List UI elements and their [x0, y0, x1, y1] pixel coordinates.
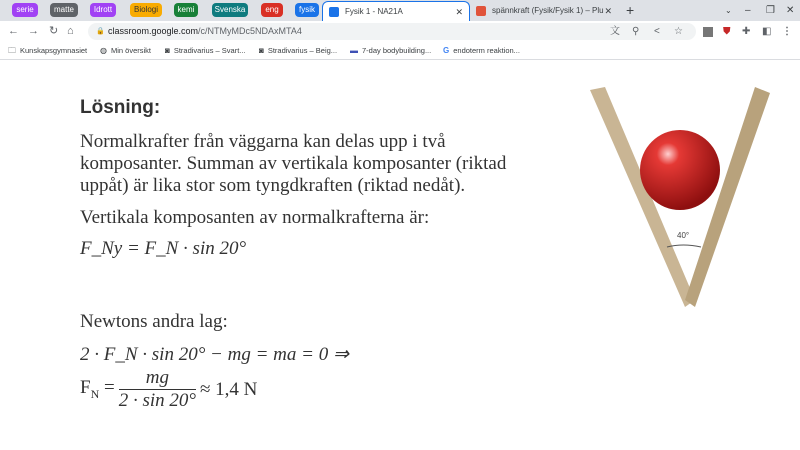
site-icon: ◙: [165, 46, 170, 55]
vertical-text: Vertikala komposanten av normalkrafterna är:: [80, 207, 430, 228]
tab-group-eng[interactable]: eng: [261, 3, 283, 17]
tab-fysik-1[interactable]: [322, 1, 470, 21]
tab-title: Fysik 1 - NA21A: [345, 7, 403, 16]
tab-group-serie[interactable]: serie: [12, 3, 38, 17]
paragraph-line: komposanter. Summan av vertikala komposanter (riktad: [80, 153, 507, 174]
bookmark-item[interactable]: ◙ Stradivarius – Svart...: [165, 46, 246, 55]
site-icon: ▬: [350, 46, 358, 55]
equation-3: $F_N$ = $\frac{mg}{2 \cdot \sin 20^\circ}$ ≈ 1,4 N: [80, 367, 258, 411]
menu-icon[interactable]: ⋮: [782, 26, 792, 37]
equation-2: 2 · F_N · sin 20° − mg = ma = 0 ⇒: [80, 344, 349, 365]
extension-icon[interactable]: [703, 27, 713, 37]
red-ball: [640, 130, 720, 210]
bookmark-item[interactable]: ◍ Min översikt: [100, 46, 151, 55]
page-content: [0, 60, 800, 450]
restore-button[interactable]: ❐: [766, 5, 775, 16]
tab-group-fysik[interactable]: fysik: [295, 3, 319, 17]
tab-group-kemi[interactable]: kemi: [174, 3, 198, 17]
tab-group-biologi[interactable]: Biologi: [130, 3, 162, 17]
forward-icon[interactable]: →: [28, 25, 39, 37]
google-icon: G: [443, 46, 450, 55]
fraction-denominator: 2 · sin 20°: [118, 390, 196, 411]
ublock-icon[interactable]: ⛊: [723, 26, 731, 37]
extensions-puzzle-icon[interactable]: ✚: [742, 26, 751, 37]
tab-group-matte[interactable]: matte: [50, 3, 78, 17]
tab-group-svenska[interactable]: Svenska: [212, 3, 248, 17]
close-tab-icon[interactable]: ✕: [604, 6, 612, 16]
fraction-numerator: mg: [119, 367, 196, 390]
reload-icon[interactable]: ↻: [49, 25, 59, 37]
share-icon[interactable]: <: [654, 26, 660, 37]
bookmark-folder[interactable]: 🗀 Kunskapsgymnasiet: [8, 46, 88, 55]
angle-label: 40°: [677, 231, 690, 240]
bookmark-item[interactable]: ▬ 7-day bodybuilding...: [350, 46, 432, 55]
equation-1: F_Ny = F_N · sin 20°: [80, 238, 247, 259]
address-bar[interactable]: [88, 23, 696, 40]
back-icon[interactable]: ←: [8, 25, 19, 37]
toolbar: [0, 21, 800, 42]
tab-search-icon[interactable]: ⌄: [725, 6, 732, 15]
bookmark-item[interactable]: G endoterm reaktion...: [443, 46, 520, 55]
solution-heading: Lösning:: [80, 97, 161, 118]
tab-title: spännkraft (Fysik/Fysik 1) – Plu: [492, 6, 604, 15]
translate-icon[interactable]: 文: [610, 26, 620, 37]
folder-icon: 🗀: [8, 46, 16, 55]
lock-icon: 🔒: [96, 28, 105, 35]
side-panel-icon[interactable]: ◧: [762, 26, 772, 37]
tab-group-idrott[interactable]: Idrott: [90, 3, 116, 17]
tab-spannkraft[interactable]: [470, 1, 618, 21]
result: ≈ 1,4 N: [200, 378, 258, 400]
site-icon: ◙: [259, 46, 264, 55]
classroom-icon: [329, 7, 339, 17]
close-tab-icon[interactable]: ✕: [455, 7, 463, 17]
new-tab-button[interactable]: +: [626, 2, 635, 18]
close-window-button[interactable]: ✕: [786, 5, 795, 16]
url-host: classroom.google.com: [108, 26, 199, 36]
url-path: /c/NTMyMDc5NDAxMTA4: [198, 26, 302, 36]
v-wedge-ball-figure: [585, 85, 775, 315]
bookmarks-bar: [0, 42, 800, 60]
minimize-button[interactable]: –: [745, 5, 751, 16]
bookmark-item[interactable]: ◙ Stradivarius – Beig...: [259, 46, 338, 55]
paragraph-line: uppåt) är lika stor som tyngdkraften (riktad nedåt).: [80, 175, 466, 196]
tab-bar: [0, 0, 800, 21]
paragraph-line: Normalkrafter från väggarna kan delas upp i två: [80, 131, 446, 152]
site-icon: ◍: [100, 46, 107, 55]
pluggakuten-icon: [476, 6, 486, 16]
home-icon[interactable]: ⌂: [67, 25, 74, 37]
newton-text: Newtons andra lag:: [80, 311, 228, 332]
zoom-icon[interactable]: ⚲: [632, 26, 640, 37]
bookmark-star-icon[interactable]: ☆: [674, 26, 683, 37]
